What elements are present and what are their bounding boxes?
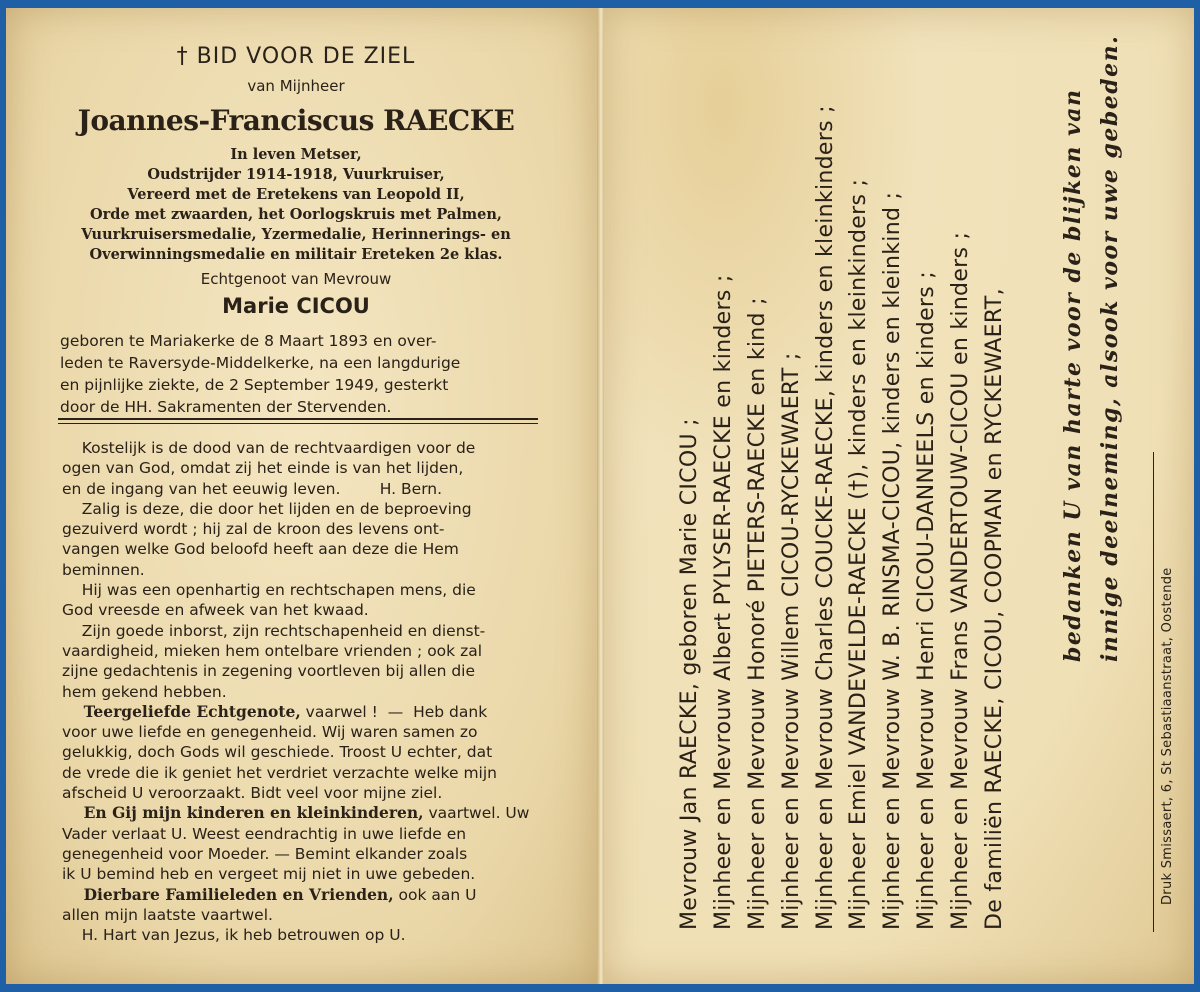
text-line: [62, 560, 540, 580]
text-line: [62, 925, 540, 945]
text-line-body: afscheid U veroorzaakt. Bidt veel voor mijne ziel.: [62, 784, 443, 803]
text-line-body: ogen van God, omdat zij het einde is van het lijden,: [62, 459, 464, 478]
text-line: [62, 722, 540, 742]
deceased-name: Joannes-Franciscus RAECKE: [77, 104, 515, 137]
text-line: [62, 885, 540, 905]
honour-line: Overwinningsmedalie en militair Ereteken 2e klas.: [89, 246, 503, 263]
text-line-body: vaarwel ! — Heb dank: [300, 702, 488, 721]
text-line: [62, 742, 540, 762]
text-line: [62, 580, 540, 600]
relative-line: Mijnheer en Mevrouw Henri CICOU-DANNEELS en kinders ;: [914, 270, 939, 930]
relative-line: Mijnheer en Mevrouw Willem CICOU-RYCKEWAERT ;: [779, 352, 804, 930]
text-line-body: hem gekend hebben.: [62, 682, 227, 701]
text-line: [62, 479, 540, 499]
bio-line: leden te Raversyde-Middelkerke, na een langdurige: [60, 354, 461, 372]
text-line: [62, 803, 540, 823]
thanks-line: innige deelneming, alsook voor uwe gebeden.: [1097, 34, 1123, 662]
text-line-body: genegenheid voor Moeder. — Bemint elkander zoals: [62, 844, 468, 863]
text-line-body: Zalig is deze, die door het lijden en de beproeving: [62, 499, 472, 518]
text-line: [62, 824, 540, 844]
text-line-body: gelukkig, doch Gods wil geschiede. Troost U echter, dat: [62, 743, 493, 762]
text-line-body: zijne gedachtenis in zegening voortleven bij allen die: [62, 662, 476, 681]
text-line-body: beminnen.: [62, 560, 145, 579]
biography: [60, 330, 540, 418]
text-line-body: H. Hart van Jezus, ik heb betrouwen op U.: [62, 926, 406, 945]
text-line: [62, 621, 540, 641]
honour-line: Vuurkruisersmedalie, Yzermedalie, Herinnerings- en: [81, 226, 511, 243]
text-line-body: vaartwel. Uw: [423, 804, 530, 823]
text-line-emphasis: Dierbare Familieleden en Vrienden,: [62, 884, 394, 904]
text-line-emphasis: En Gij mijn kinderen en kleinkinderen,: [62, 803, 424, 823]
text-line-body: gezuiverd wordt ; hij zal de kroon des levens ont-: [62, 520, 445, 539]
honour-line: Oudstrijder 1914-1918, Vuurkruiser,: [147, 166, 445, 183]
text-line-body: de vrede die ik geniet het verdriet verzachte welke mijn: [62, 763, 497, 782]
van-mijnheer: van Mijnheer: [247, 77, 345, 95]
divider-thin: [58, 423, 538, 424]
text-line-body: vangen welke God beloofd heeft aan deze die Hem: [62, 540, 459, 559]
text-line: [62, 682, 540, 702]
text-line-body: allen mijn laatste vaartwel.: [62, 905, 273, 924]
text-line-body: en de ingang van het eeuwig leven. H. Bern.: [62, 479, 443, 498]
bio-line: geboren te Mariakerke de 8 Maart 1893 en over-: [60, 332, 437, 350]
divider-thick: [58, 418, 538, 420]
relative-line: De familiën RAECKE, CICOU, COOPMAN en RYCKEWAERT,: [982, 288, 1007, 930]
prayer-title: † BID VOOR DE ZIEL: [176, 44, 416, 69]
text-line-body: Hij was een openhartig en rechtschapen mens, die: [62, 581, 476, 600]
spouse-label: Echtgenoot van Mevrouw: [200, 270, 392, 288]
text-line-body: God vreesde en afweek van het kwaad.: [62, 601, 369, 620]
spouse-name: Marie CICOU: [222, 294, 370, 318]
text-line-body: vaardigheid, mieken hem ontelbare vrienden ; ook zal: [62, 641, 483, 660]
text-line: [62, 458, 540, 478]
text-line: [62, 864, 540, 884]
text-line-body: Vader verlaat U. Weest eendrachtig in uwe liefde en: [62, 824, 467, 843]
relative-line: Mijnheer en Mevrouw Honoré PIETERS-RAECKE en kind ;: [745, 297, 770, 930]
relative-line: Mijnheer en Mevrouw W. B. RINSMA-CICOU, kinders en kleinkind ;: [880, 191, 905, 930]
text-line: [62, 641, 540, 661]
text-line: [62, 519, 540, 539]
honour-line: Orde met zwaarden, het Oorlogskruis met Palmen,: [90, 206, 502, 223]
text-line: [62, 763, 540, 783]
relative-line: Mijnheer en Mevrouw Frans VANDERTOUW-CICOU en kinders ;: [948, 231, 973, 930]
text-line-body: Kostelijk is de dood van de rechtvaardigen voor de: [62, 439, 476, 457]
bio-line: en pijnlijke ziekte, de 2 September 1949, gesterkt: [60, 376, 449, 394]
thanks-line: bedanken U van harte voor de blijken van: [1060, 88, 1086, 662]
text-line: [62, 499, 540, 519]
text-line-body: ik U bemind heb en vergeet mij niet in uwe gebeden.: [62, 865, 476, 884]
honour-line: Vereerd met de Eretekens van Leopold II,: [127, 186, 465, 203]
relative-line: Mijnheer Emiel VANDEVELDE-RAECKE (†), kinders en kleinkinders ;: [846, 178, 871, 930]
text-line: [62, 702, 540, 722]
text-line: [62, 783, 540, 803]
text-line: [62, 600, 540, 620]
text-line-body: voor uwe liefde en genegenheid. Wij waren samen zo: [62, 723, 478, 742]
printer-credit: Druk Smissaert, 6, St Sebastiaanstraat, Oostende: [1160, 567, 1175, 905]
memorial-text: [62, 438, 540, 945]
printer-rule: [1153, 452, 1154, 932]
text-line: [62, 438, 540, 458]
text-line: [62, 905, 540, 925]
text-line-body: ook aan U: [393, 885, 477, 904]
text-line-body: Zijn goede inborst, zijn rechtschapenheid en dienst-: [62, 621, 486, 640]
bio-line: door de HH. Sakramenten der Stervenden.: [60, 398, 392, 416]
honour-line: In leven Metser,: [230, 146, 362, 163]
text-line: [62, 661, 540, 681]
relative-line: Mijnheer en Mevrouw Charles COUCKE-RAECKE, kinders en kleinkinders ;: [813, 105, 838, 930]
text-line: [62, 539, 540, 559]
relative-line: Mijnheer en Mevrouw Albert PYLYSER-RAECKE en kinders ;: [711, 274, 736, 930]
text-line: [62, 844, 540, 864]
text-line-emphasis: Teergeliefde Echtgenote,: [62, 701, 301, 721]
relative-line: Mevrouw Jan RAECKE, geboren Marie CICOU ;: [677, 418, 702, 930]
